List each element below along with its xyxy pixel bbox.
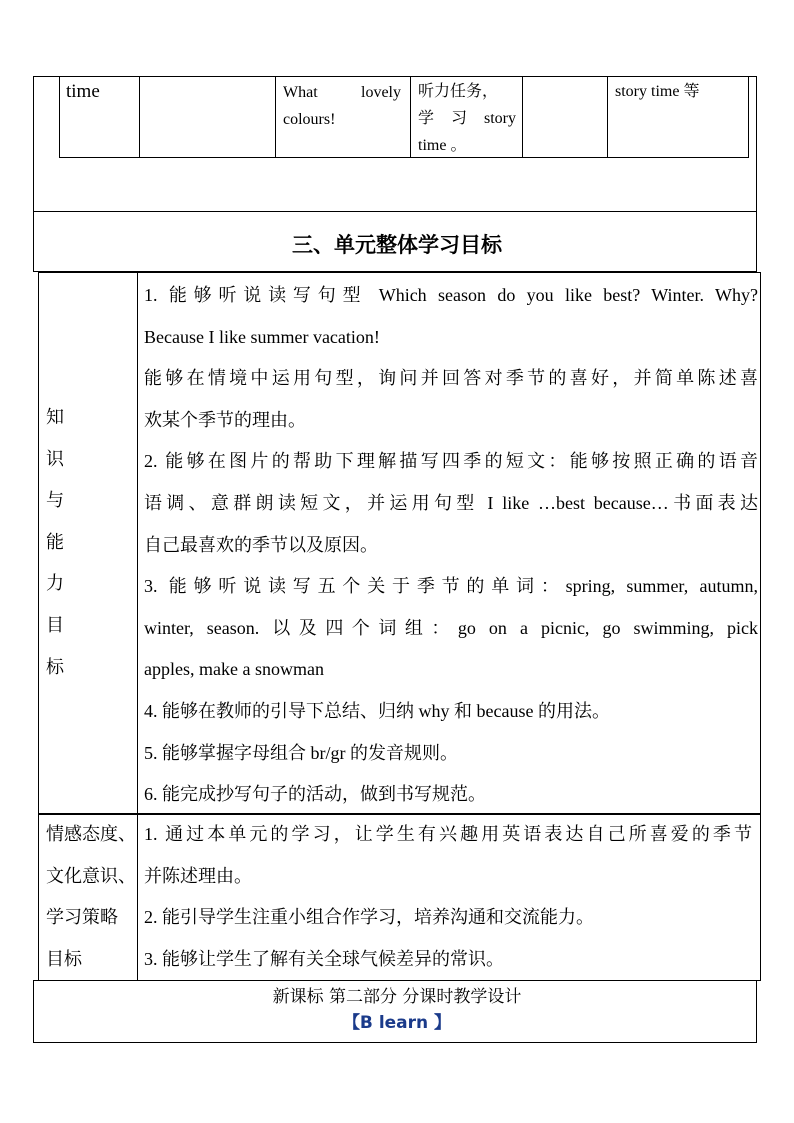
footer-line1: 新课标 第二部分 分课时教学设计 xyxy=(272,987,522,1007)
objective-line: 2. 能够在图片的帮助下理解描写四季的短文：能够按照正确的语音 xyxy=(144,451,758,472)
cell-time: time xyxy=(66,81,100,102)
objective-line: apples, make a snowman xyxy=(144,659,324,680)
objective-line: 3. 能够听说读写五个关于季节的单词：spring, summer, autumn, xyxy=(144,576,758,597)
objective-line: 6. 能完成抄写句子的活动，做到书写规范。 xyxy=(144,784,486,805)
label-char: 识 xyxy=(46,448,64,469)
col-divider xyxy=(139,76,140,158)
cell-learn-story: 学 习 story xyxy=(418,110,516,127)
label-char: 力 xyxy=(46,573,64,594)
objective-line: winter, season. 以及四个词组：go on a picnic, go swimming, pick xyxy=(144,617,758,638)
label-char: 知 xyxy=(46,407,64,427)
objective-line: 语调、意群朗读短文，并运用句型 I like …best because…书面表达 xyxy=(144,492,758,513)
col-divider xyxy=(522,76,523,158)
objective-line: 3. 能够让学生了解有关全球气候差异的常识。 xyxy=(144,948,504,969)
label-char: 与 xyxy=(46,490,64,511)
objective-line: 欢某个季节的理由。 xyxy=(144,409,306,430)
objective-line: 能够在情境中运用句型，询问并回答对季节的喜好，并简单陈述喜 xyxy=(144,368,758,389)
objective-line: 自己最喜欢的季节以及原因。 xyxy=(144,534,378,555)
label-char: 标 xyxy=(46,656,64,677)
label-line: 学习策略 xyxy=(46,907,118,928)
cell-what-lovely: What lovely xyxy=(283,84,401,101)
emotion-content xyxy=(144,814,752,980)
label-line: 文化意识、 xyxy=(46,865,136,886)
label-line: 情感态度、 xyxy=(46,824,136,844)
objective-line: Because I like summer vacation! xyxy=(144,326,380,347)
cell-story-time: story time 等 xyxy=(615,83,700,100)
objective-line: 4. 能够在教师的引导下总结、归纳 why 和 because 的用法。 xyxy=(144,700,610,721)
section-title: 三、单元整体学习目标 xyxy=(292,233,502,257)
objective-line: 1. 能够听说读写句型 Which season do you like best? Winter. Why? xyxy=(144,285,758,305)
cell-time-period: time 。 xyxy=(418,137,467,154)
objective-line: 并陈述理由。 xyxy=(144,865,252,886)
knowledge-content xyxy=(144,275,758,816)
knowledge-label xyxy=(46,397,66,688)
emotion-label xyxy=(46,814,136,980)
label-char: 目 xyxy=(46,614,64,635)
label-line: 目标 xyxy=(46,948,82,969)
col-divider xyxy=(275,76,276,158)
col-divider xyxy=(410,76,411,158)
objective-line: 5. 能够掌握字母组合 br/gr 的发音规则。 xyxy=(144,742,458,763)
col-divider xyxy=(607,76,608,158)
label-char: 能 xyxy=(46,531,64,552)
objective-line: 1. 通过本单元的学习，让学生有兴趣用英语表达自己所喜爱的季节 xyxy=(144,824,752,844)
cell-listening-task: 听力任务， xyxy=(418,83,499,100)
footer-line2: 【B learn 】 xyxy=(342,1013,452,1033)
cell-colours: colours! xyxy=(283,111,336,128)
objective-line: 2. 能引导学生注重小组合作学习，培养沟通和交流能力。 xyxy=(144,907,594,928)
